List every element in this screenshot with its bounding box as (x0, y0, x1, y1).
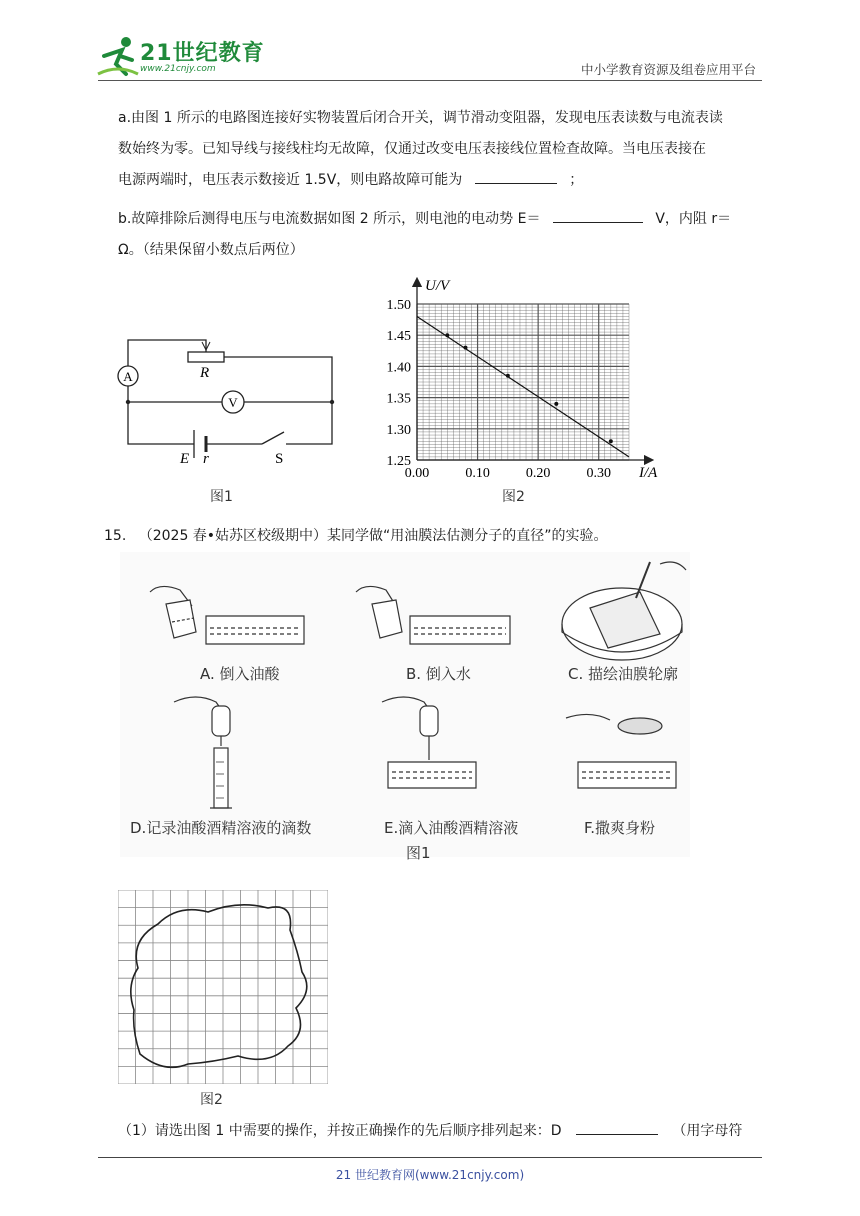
step-d-label: D.记录油酸酒精溶液的滴数 (130, 819, 312, 837)
step-c-label: C. 描绘油膜轮廓 (568, 665, 679, 683)
x-axis-label: I/A (639, 465, 658, 481)
chart-ticks (387, 298, 611, 481)
header-divider (98, 80, 762, 81)
x-tick-label: 0.30 (586, 466, 611, 481)
experiment-steps-figure (120, 552, 690, 862)
chart-plot (417, 316, 629, 456)
step-a-label: A. 倒入油酸 (200, 665, 280, 683)
ammeter-label: A (123, 369, 133, 384)
q15-sub1-end: （用字母符 (672, 1123, 743, 1139)
q15-stem (104, 521, 764, 552)
circuit-diagram (110, 330, 350, 470)
y-tick-label: 1.50 (386, 298, 411, 313)
fig1-caption: 图1 (406, 844, 431, 862)
circuit-caption: 图1 (210, 489, 233, 505)
data-point (445, 333, 449, 337)
fig2-caption: 图2 (200, 1092, 223, 1108)
platform-name: 中小学教育资源及组卷应用平台 (580, 62, 756, 77)
x-tick-label: 0.10 (465, 466, 490, 481)
step-e-label: E.滴入油酸酒精溶液 (384, 819, 519, 837)
x-tick-label: 0.00 (404, 466, 430, 481)
footer-text: 21 世纪教育网(www.21cnjy.com) (335, 1168, 525, 1182)
q14-a-line3 (118, 165, 768, 196)
rheostat-label: R (200, 365, 210, 381)
site-logo (96, 32, 266, 80)
y-tick-label: 1.30 (386, 422, 411, 438)
chart-axes (417, 282, 649, 460)
fit-line (417, 316, 629, 456)
switch-label: S (275, 451, 284, 467)
oil-film-outline (131, 905, 307, 1068)
voltmeter-label: V (228, 395, 238, 410)
q15-number: 15. (104, 528, 127, 544)
q14-a-line3-text: 电源两端时，电压表示数接近 1.5V，则电路故障可能为 (118, 172, 463, 188)
q14-a-line1: a.由图 1 所示的电路图连接好实物装置后闭合开关，调节滑动变阻器，发现电压表读数与电流表读 (118, 110, 723, 126)
runner-logo-icon (96, 34, 140, 78)
q15-sub1 (118, 1116, 778, 1147)
u-i-chart (372, 268, 672, 486)
q15-sub1-text: （1）请选出图 1 中需要的操作，并按正确操作的先后顺序排列起来：D (118, 1123, 562, 1139)
y-axis-label: U/V (425, 278, 450, 294)
data-point (609, 439, 613, 443)
q14-b-text: b.故障排除后测得电压与电流数据如图 2 所示，则电池的电动势 E＝ (118, 211, 541, 227)
y-tick-label: 1.35 (386, 391, 411, 407)
y-tick-label: 1.40 (386, 360, 411, 376)
oil-film-grid (118, 890, 328, 1084)
answer-blank-emf[interactable] (553, 206, 643, 223)
internal-resistance-label: r (203, 451, 209, 467)
q15-stem-text: （2025 春•姑苏区校级期中）某同学做“用油膜法估测分子的直径”的实验。 (138, 528, 608, 544)
chart-caption: 图2 (502, 489, 525, 505)
q14-a-line2: 数始终为零。已知导线与接线柱均无故障，仅通过改变电压表接线位置检查故障。当电压表接在 (118, 141, 706, 157)
y-tick-label: 1.25 (386, 454, 411, 469)
q14-b-text-mid: V，内阻 r＝ (655, 211, 732, 227)
q14-b-line2: Ω。（结果保留小数点后两位） (118, 242, 304, 258)
emf-label: E (180, 451, 190, 467)
y-tick-label: 1.45 (386, 329, 411, 345)
answer-blank-fault[interactable] (475, 167, 557, 184)
data-point (463, 346, 467, 350)
step-b-label: B. 倒入水 (406, 665, 471, 683)
logo-title: 21世纪教育 (140, 41, 265, 66)
data-point (554, 402, 558, 406)
grid-lines (118, 890, 328, 1084)
q14-b-line1 (118, 204, 768, 235)
chart-grid (417, 304, 629, 460)
step-f-label: F.撒爽身粉 (584, 819, 655, 837)
q14-a-line3-end: ； (569, 172, 584, 188)
x-tick-label: 0.20 (525, 466, 551, 481)
footer-divider (98, 1157, 762, 1158)
answer-blank-order[interactable] (576, 1118, 658, 1135)
data-point (506, 374, 510, 378)
logo-url: www.21cnjy.com (140, 64, 216, 74)
